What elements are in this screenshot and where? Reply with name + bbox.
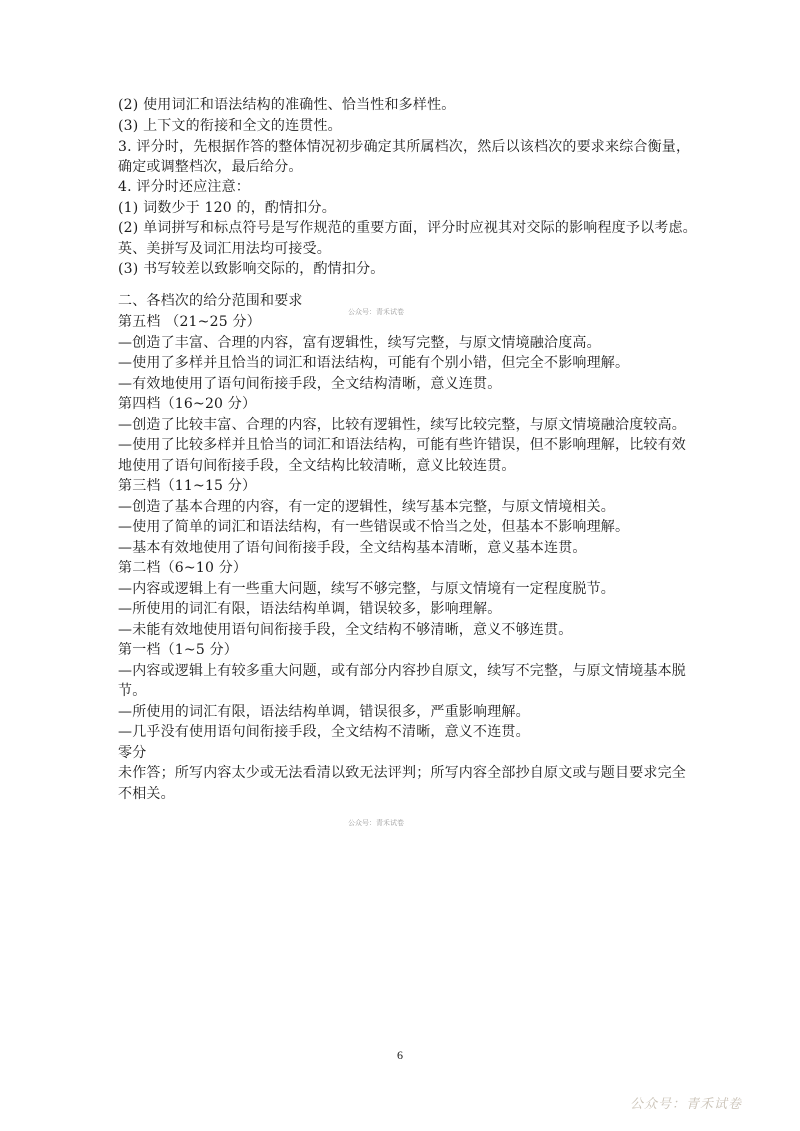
section-heading: 二、各档次的给分范围和要求 [118,293,303,309]
text-line: 节。 [118,683,147,699]
page-number: 6 [397,1048,403,1062]
text-line: 4. 评分时还应注意： [118,179,251,195]
text-line: —使用了比较多样并且恰当的词汇和语法结构，可能有些许错误，但不影响理解，比较有效 [118,437,686,453]
text-line: 地使用了语句间衔接手段，全文结构比较清晰，意义比较连贯。 [118,458,516,474]
text-line: —有效地使用了语句间衔接手段，全文结构清晰，意义连贯。 [118,376,502,392]
level-heading: 第五档 （21~25 分） [118,314,261,330]
text-line: —未能有效地使用语句间衔接手段，全文结构不够清晰，意义不够连贯。 [118,622,573,638]
watermark-text: 公众号：青禾试卷 [348,819,404,827]
text-line: 确定或调整档次，最后给分。 [118,159,303,175]
text-line: —创造了基本合理的内容，有一定的逻辑性，续写基本完整，与原文情境相关。 [118,499,615,515]
text-line: (1) 词数少于 120 的，酌情扣分。 [118,200,336,216]
text-line: —内容或逻辑上有一些重大问题，续写不够完整，与原文情境有一定程度脱节。 [118,581,615,597]
text-line: 不相关。 [118,786,175,802]
text-line: —几乎没有使用语句间衔接手段，全文结构不清晰，意义不连贯。 [118,724,530,740]
text-line: 英、美拼写及词汇用法均可接受。 [118,241,331,257]
watermark-text: 公众号：青禾试卷 [348,308,404,316]
text-line: —创造了比较丰富、合理的内容，比较有逻辑性，续写比较完整，与原文情境融洽度较高。 [118,417,686,433]
text-line: (2) 单词拼写和标点符号是写作规范的重要方面，评分时应视其对交际的影响程度予以考虑。 [118,220,697,236]
text-line: —所使用的词汇有限，语法结构单调，错误很多，严重影响理解。 [118,704,530,720]
text-line: —创造了丰富、合理的内容，富有逻辑性，续写完整，与原文情境融洽度高。 [118,335,601,351]
text-line: (3) 书写较差以致影响交际的，酌情扣分。 [118,261,385,277]
text-line: —使用了简单的词汇和语法结构，有一些错误或不恰当之处，但基本不影响理解。 [118,519,630,535]
text-line: (2) 使用词汇和语法结构的准确性、恰当性和多样性。 [118,97,456,113]
level-heading: 第一档（1~5 分） [118,642,238,658]
level-heading: 第二档（6~10 分） [118,560,248,576]
text-line: —内容或逻辑上有较多重大问题，或有部分内容抄自原文，续写不完整，与原文情境基本脱 [118,663,686,679]
level-heading: 第三档（11~15 分） [118,478,257,494]
corner-watermark: 公众号：青禾试卷 [629,1097,742,1112]
text-line: —所使用的词汇有限，语法结构单调，错误较多，影响理解。 [118,601,502,617]
level-heading: 第四档（16~20 分） [118,396,257,412]
text-line: 3. 评分时，先根据作答的整体情况初步确定其所属档次，然后以该档次的要求来综合衡量， [118,139,691,155]
text-line: —基本有效地使用了语句间衔接手段，全文结构基本清晰，意义基本连贯。 [118,540,587,556]
text-line: 未作答；所写内容太少或无法看清以致无法评判；所写内容全部抄自原文或与题目要求完全 [118,765,686,781]
level-heading: 零分 [118,745,147,761]
text-line: —使用了多样并且恰当的词汇和语法结构，可能有个别小错，但完全不影响理解。 [118,355,630,371]
text-line: (3) 上下文的衔接和全文的连贯性。 [118,118,342,134]
